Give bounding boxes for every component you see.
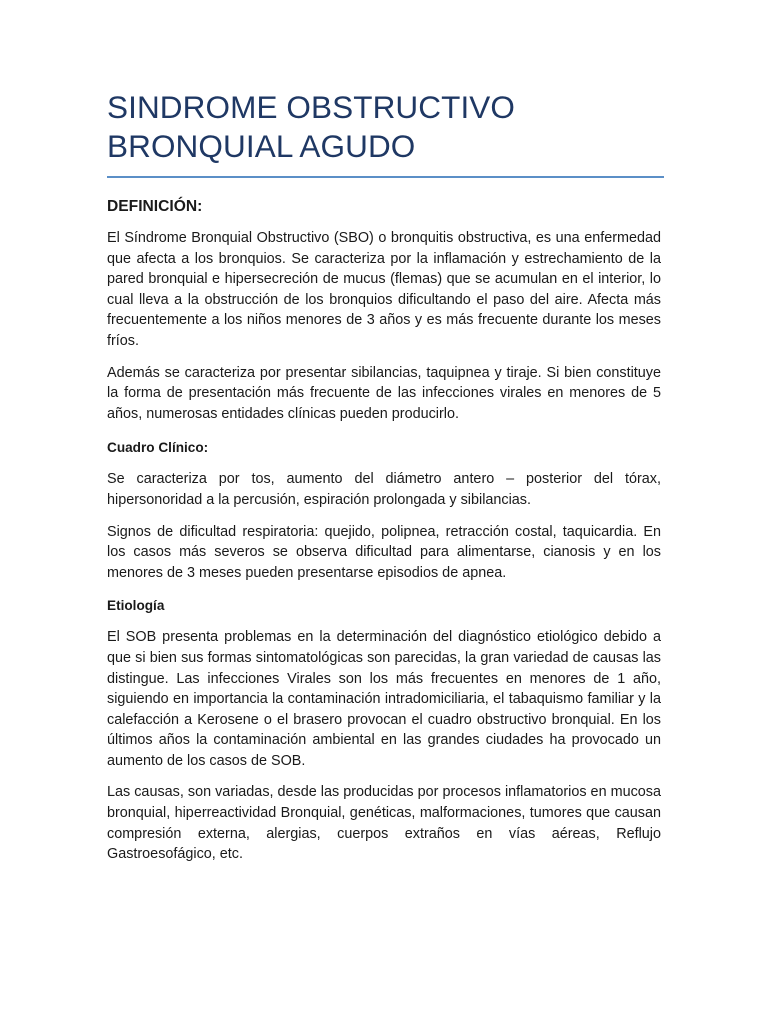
definicion-paragraph-1: El Síndrome Bronquial Obstructivo (SBO) o bronquitis obstructiva, es una enfermedad que afecta a los bronquios. Se caracteriza por la inflamación y estrechamiento de la pared bronquial e hipersecreción de mucus (flemas) que se acumulan en el interior, lo cual lleva a la obstrucción de los bronquios dificultando el paso del aire. Afecta más frecuentemente a los niños menores de 3 años y es más frecuente durante los meses fríos. <box>107 230 661 349</box>
definicion-paragraph-2: Además se caracteriza por presentar sibilancias, taquipnea y tiraje. Si bien constituye la forma de presentación más frecuente de las infecciones virales en menores de 5 años, numerosas entidades clínicas pueden producirlo. <box>107 364 661 422</box>
cuadro-clinico-paragraph-2: Signos de dificultad respiratoria: quejido, polipnea, retracción costal, taquicardia. En los casos más severos se observa dificultad para alimentarse, cianosis y en los menores de 3 meses pueden presentarse episodios de apnea. <box>107 523 661 581</box>
cuadro-clinico-heading: Cuadro Clínico: <box>107 440 209 456</box>
document-title <box>107 88 661 166</box>
title-line-2: BRONQUIAL AGUDO <box>107 128 416 164</box>
etiologia-heading: Etiología <box>107 598 165 614</box>
title-line-1: SINDROME OBSTRUCTIVO <box>107 89 516 125</box>
cuadro-clinico-paragraph-1: Se caracteriza por tos, aumento del diámetro antero – posterior del tórax, hipersonoridad a la percusión, espiración prolongada y sibilancias. <box>107 471 661 508</box>
document-body <box>107 88 661 865</box>
title-underline <box>107 176 664 178</box>
definicion-heading: DEFINICIÓN: <box>107 198 203 215</box>
etiologia-paragraph-2: Las causas, son variadas, desde las producidas por procesos inflamatorios en mucosa bronquial, hiperreactividad Bronquial, genéticas, malformaciones, tumores que causan compresión externa, alergias, cuerpos extraños en vías aéreas, Reflujo Gastroesofágico, etc. <box>107 784 661 863</box>
etiologia-paragraph-1: El SOB presenta problemas en la determinación del diagnóstico etiológico debido a que si bien sus formas sintomatológicas son parecidas, la gran variedad de causas las distingue. Las infecciones Virales son los más frecuentes en menores de 1 año, siguiendo en importancia la contaminación intradomiciliaria, el tabaquismo familiar y la calefacción a Kerosene o el brasero provocan el cuadro obstructivo bronquial. En los últimos años la contaminación ambiental en las grandes ciudades ha provocado un aumento de los casos de SOB. <box>107 629 661 769</box>
